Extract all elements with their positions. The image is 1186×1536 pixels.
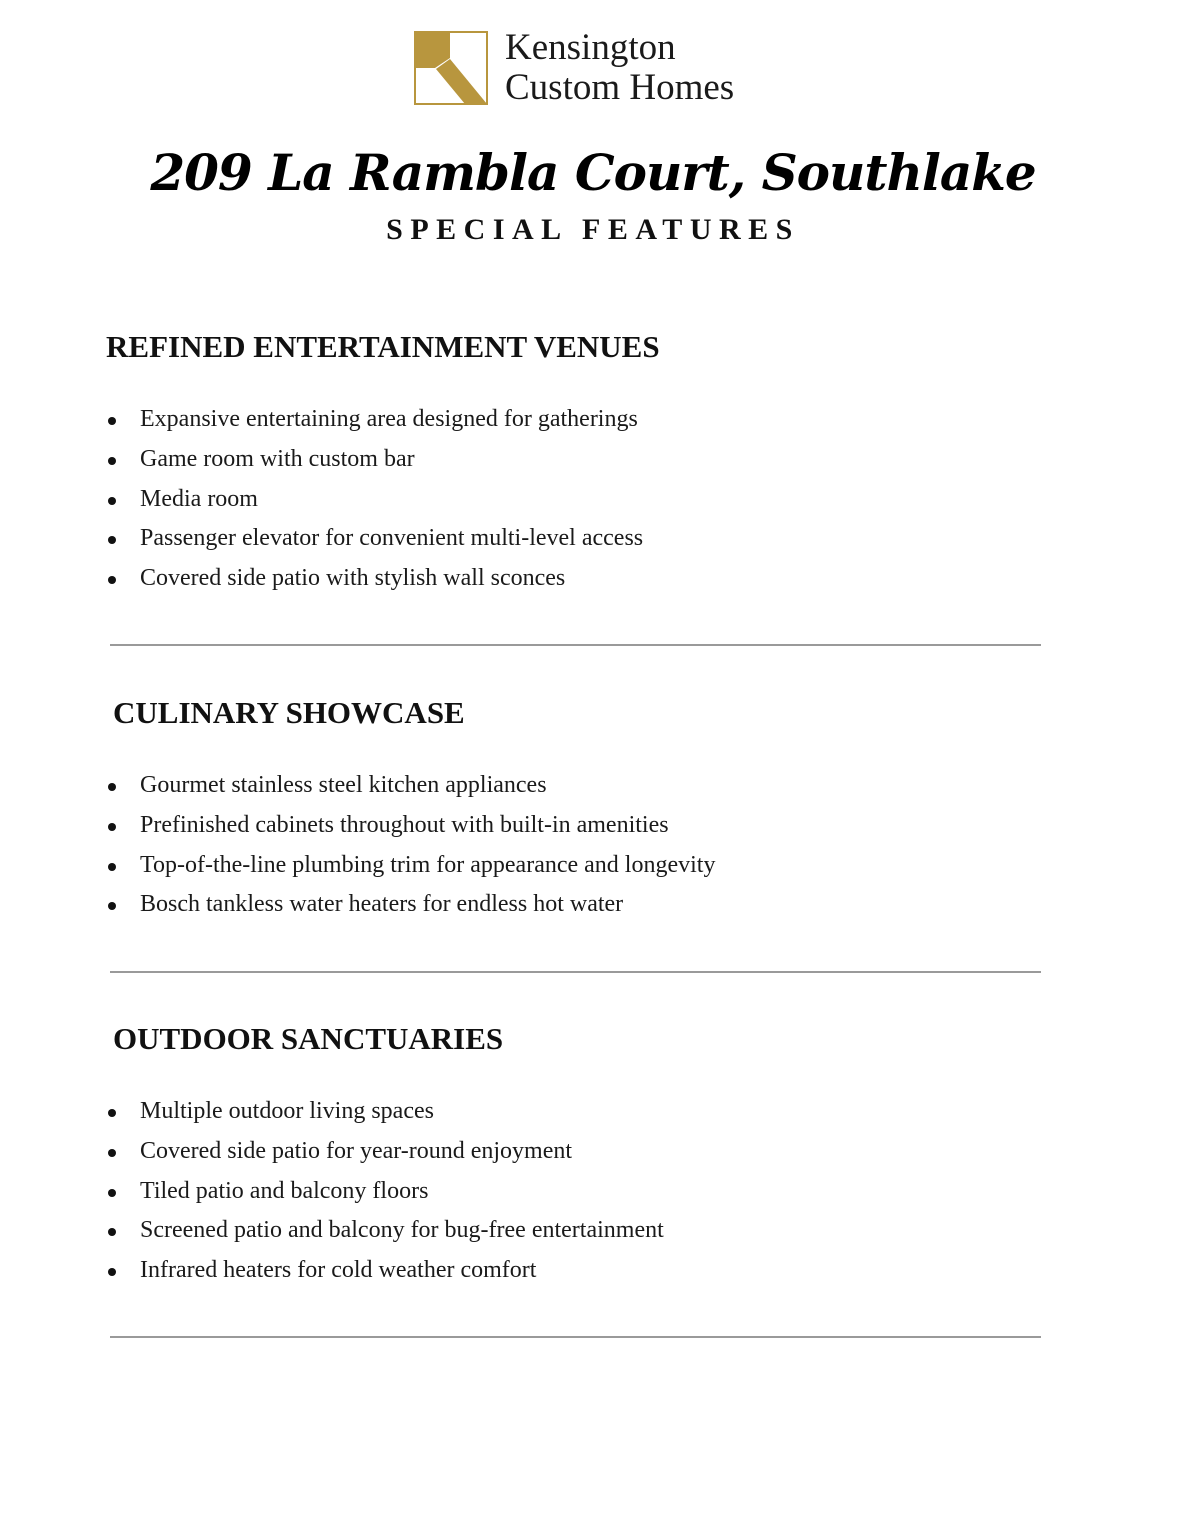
- bullet-icon: [108, 1109, 116, 1117]
- list-item: [106, 806, 715, 846]
- list-item: [106, 766, 715, 806]
- brand-name-line1: Kensington: [505, 27, 676, 68]
- list-item: [106, 846, 715, 886]
- bullet-icon: [108, 1189, 116, 1197]
- feature-text: Prefinished cabinets throughout with built-in amenities: [140, 811, 669, 838]
- bullet-icon: [108, 1149, 116, 1157]
- feature-text: Bosch tankless water heaters for endless hot water: [140, 891, 624, 918]
- list-item: [106, 519, 643, 559]
- feature-text: Media room: [140, 485, 258, 512]
- section-heading-entertainment: REFINED ENTERTAINMENT VENUES: [106, 329, 660, 364]
- feature-text: Tiled patio and balcony floors: [140, 1177, 429, 1204]
- feature-text: Expansive entertaining area designed for gatherings: [140, 406, 638, 432]
- bullet-icon: [108, 863, 116, 871]
- feature-text: Infrared heaters for cold weather comfort: [140, 1257, 537, 1284]
- brand-name: [505, 28, 734, 108]
- bullet-icon: [108, 457, 116, 465]
- section-divider: [110, 971, 1041, 973]
- list-item: [106, 1172, 664, 1212]
- bullet-icon: [108, 497, 116, 505]
- feature-text: Top-of-the-line plumbing trim for appearance and longevity: [140, 851, 716, 878]
- list-item: [106, 559, 643, 599]
- section-divider: [110, 1336, 1041, 1338]
- list-item: [106, 885, 715, 925]
- section-heading-culinary: CULINARY SHOWCASE: [113, 695, 465, 730]
- feature-list-outdoor: [106, 1092, 664, 1291]
- brand-logo: [414, 27, 735, 108]
- list-item: [106, 480, 643, 520]
- bullet-icon: [108, 783, 116, 791]
- section-heading-outdoor: OUTDOOR SANCTUARIES: [113, 1021, 504, 1056]
- list-item: [106, 1132, 664, 1172]
- list-item: [106, 440, 643, 480]
- kensington-k-logo-icon: [414, 31, 488, 105]
- bullet-icon: [108, 536, 116, 544]
- feature-text: Covered side patio for year-round enjoyment: [140, 1137, 573, 1164]
- bullet-icon: [108, 417, 116, 425]
- feature-list-entertainment: [106, 400, 643, 599]
- feature-list-culinary: [106, 766, 715, 925]
- bullet-icon: [108, 1228, 116, 1236]
- feature-text: Game room with custom bar: [140, 445, 415, 472]
- list-item: [106, 400, 643, 440]
- special-features-subtitle: SPECIAL FEATURES: [386, 213, 800, 246]
- feature-text: Gourmet stainless steel kitchen appliances: [140, 772, 547, 798]
- bullet-icon: [108, 576, 116, 584]
- feature-text: Passenger elevator for convenient multi-level access: [140, 525, 644, 552]
- list-item: [106, 1211, 664, 1251]
- bullet-icon: [108, 823, 116, 831]
- bullet-icon: [108, 1268, 116, 1276]
- list-item: [106, 1251, 664, 1291]
- section-divider: [110, 644, 1041, 646]
- feature-text: Covered side patio with stylish wall sconces: [140, 565, 566, 592]
- feature-text: Screened patio and balcony for bug-free entertainment: [140, 1217, 664, 1244]
- property-address-title: 209 La Rambla Court, Southlake: [150, 143, 1036, 202]
- list-item: [106, 1092, 664, 1132]
- bullet-icon: [108, 902, 116, 910]
- brand-name-line2: Custom Homes: [505, 67, 735, 108]
- feature-text: Multiple outdoor living spaces: [140, 1098, 434, 1124]
